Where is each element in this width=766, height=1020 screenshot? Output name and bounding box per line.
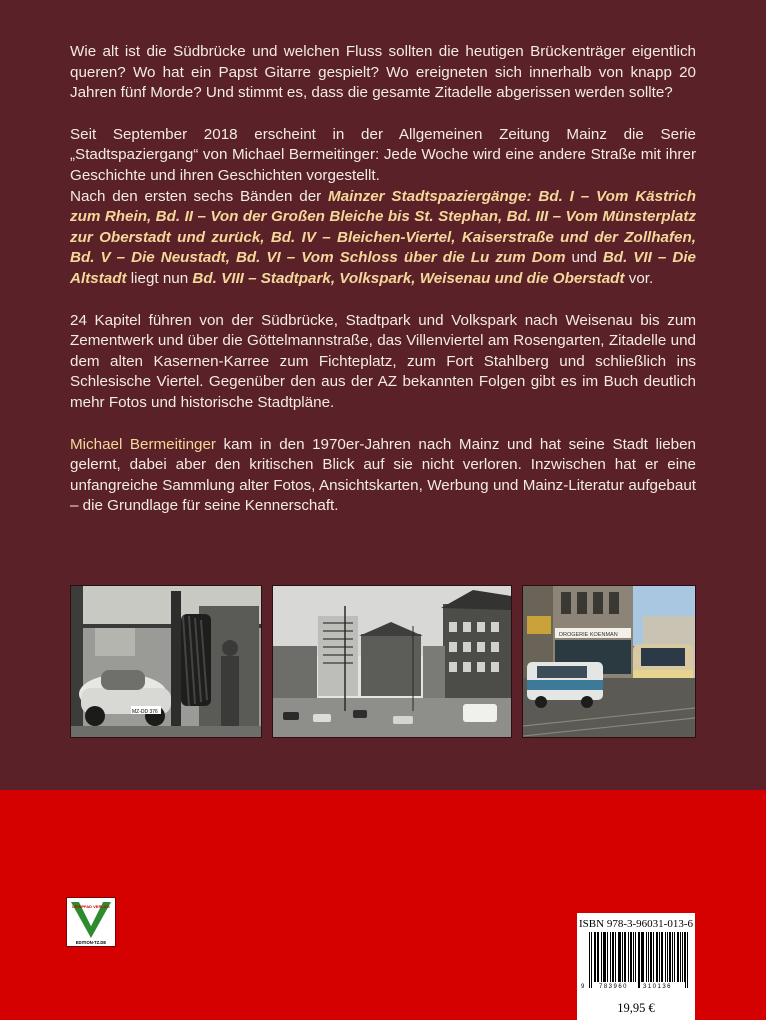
volumes-prefix: Nach den ersten sechs Bänden der [70, 187, 329, 205]
barcode-bar [641, 932, 642, 982]
barcode-bar [605, 932, 606, 982]
barcode-bar [650, 932, 651, 982]
paragraph-author [70, 435, 696, 517]
barcode-bar [630, 932, 631, 982]
barcode-bar [631, 932, 632, 982]
volume-7-title: Bd. VII – Die Altstadt [70, 249, 696, 287]
barcode-bars [577, 932, 695, 992]
barcode-bar [635, 932, 636, 982]
price: 19,95 € [617, 1001, 655, 1015]
barcode-bar [622, 932, 623, 982]
barcode-bar [665, 932, 666, 982]
barcode-bar [670, 932, 671, 982]
volumes-suffix: vor. [624, 269, 654, 287]
author-bio: kam in den 1970er-Jahren nach Mainz und hat seine Stadt lieben gelernt, dabei aber den kritischen Blick auf sie nicht verloren. Inzwischen hat er eine unfangreiche Sammlung alter Fotos, Ansichtskarten, Werbung und Mainz-Literatur aufgebaut – die Grundlage für seine Kennerschaft. [70, 435, 696, 515]
photo-city-square-image [273, 586, 511, 737]
barcode-left-digits: 783960 [599, 984, 629, 990]
paragraph-volumes [70, 187, 696, 290]
publisher-logo-icon [67, 898, 115, 946]
barcode-bar [604, 932, 605, 982]
publisher-edition: EDITION-TZ.DE [75, 940, 107, 945]
barcode-bar [594, 932, 595, 982]
barcode-bar [680, 932, 681, 982]
barcode-bar [628, 932, 629, 982]
paragraph-questions: Wie alt ist die Südbrücke und welchen Fluss sollten die heutigen Brückenträger eigentlich queren? Wo hat ein Papst Gitarre gespielt? Wo ereigneten sich innerhalb von knapp 20 Jahren fünf Morde? Und stimmt es, dass die gesamte Zitadelle abgerissen werden sollte? [70, 43, 696, 102]
barcode-bar [667, 932, 668, 982]
barcode-bar [672, 932, 673, 982]
barcode-bar [613, 932, 614, 982]
barcode-bar [597, 932, 598, 982]
barcode-right-digits: 310136 [643, 984, 673, 990]
barcode-bar [674, 932, 675, 982]
publisher-name: LEINPFAD VERLAG [72, 904, 110, 909]
barcode-bar [619, 932, 620, 982]
barcode-bar [662, 932, 663, 982]
barcode-bar [648, 932, 649, 982]
volumes-middle: liegt nun [126, 269, 193, 287]
barcode-bar [595, 932, 596, 982]
barcode-bar [659, 932, 660, 982]
barcode-first-digit: 9 [581, 984, 585, 990]
paragraph-chapters: 24 Kapitel führen von der Südbrücke, Stadtpark und Volkspark nach Weisenau bis zum Zementwerk und über die Göttelmannstraße, das Villenviertel am Rosengarten, Zitadelle und dem alten Kasernen-Karree zum Fichteplatz, zum Fort Stahlberg und schließlich ins Schlesische Viertel. Gegenüber den aus der AZ bekannten Folgen gibt es im Buch deutlich mehr Fotos und historische Stadtpläne. [70, 311, 696, 411]
photo-tram-street-image [523, 586, 695, 737]
barcode-bar [601, 932, 602, 982]
barcode-bar [591, 932, 592, 988]
barcode-bar [607, 932, 608, 982]
photo-car-wash-image [71, 586, 261, 737]
barcode-bar [687, 932, 688, 988]
barcode-bar [638, 932, 639, 988]
barcode-bar [682, 932, 683, 982]
barcode-bar [656, 932, 657, 982]
author-name: Michael Bermeitinger [70, 435, 216, 453]
barcode-bar [657, 932, 658, 982]
paragraph-series-intro: Seit September 2018 erscheint in der Allgemeinen Zeitung Mainz die Serie „Stadtspaziergang“ von Michael Bermeitinger: Jede Woche wird eine andere Straße mit ihrer Geschichte und ihren Geschichten vorgestellt. [70, 125, 696, 184]
barcode-bar [624, 932, 625, 982]
volume-8-title: Bd. VIII – Stadtpark, Volkspark, Weisenau und die Oberstadt [192, 269, 625, 287]
barcode-bar [603, 932, 604, 982]
photo-tram-shop-sign: DROGERIE KOENMAN [559, 632, 618, 638]
barcode-bar [677, 932, 678, 982]
isbn-label: ISBN 978-3-96031-013-6 [579, 918, 693, 930]
barcode-box [577, 913, 695, 1020]
barcode-bar [589, 932, 590, 988]
barcode-bar [642, 932, 643, 982]
barcode-bar [685, 932, 686, 988]
barcode-bar [598, 932, 599, 982]
barcode-bar [653, 932, 654, 982]
barcode-bar [684, 932, 685, 982]
volumes-titles: Mainzer Stadtspaziergänge: Bd. I – Vom Kästrich zum Rhein, Bd. II – Von der Großen Bleiche bis St. Stephan, Bd. III – Vom Münsterplatz zur Oberstadt und zurück, Bd. IV – Bleichen-Viertel, Kaiserstraße und der Zollhafen, Bd. V – Die Neustadt, Bd. VI – Vom Schloss über die Lu zum Dom [70, 187, 696, 267]
barcode-bar [646, 932, 647, 982]
photo-city-square [272, 585, 512, 738]
barcode-bar [678, 932, 679, 982]
volumes-und: und [565, 249, 603, 267]
barcode-bar [639, 932, 640, 988]
photo-tram-street [522, 585, 696, 738]
barcode-bar [615, 932, 616, 982]
photo-car-wash-plate: MZ-DD 376 [132, 709, 158, 715]
barcode-bar [651, 932, 652, 982]
photo-car-wash [70, 585, 262, 738]
barcode-bar [643, 932, 644, 982]
barcode-bar [618, 932, 619, 982]
publisher-logo [66, 897, 116, 947]
barcode-bar [620, 932, 621, 982]
barcode-bar [625, 932, 626, 982]
barcode-bar [612, 932, 613, 982]
barcode-bar [661, 932, 662, 982]
blurb-text [70, 42, 696, 538]
barcode-bar [633, 932, 634, 982]
barcode-bar [610, 932, 611, 982]
barcode-bar [669, 932, 670, 982]
